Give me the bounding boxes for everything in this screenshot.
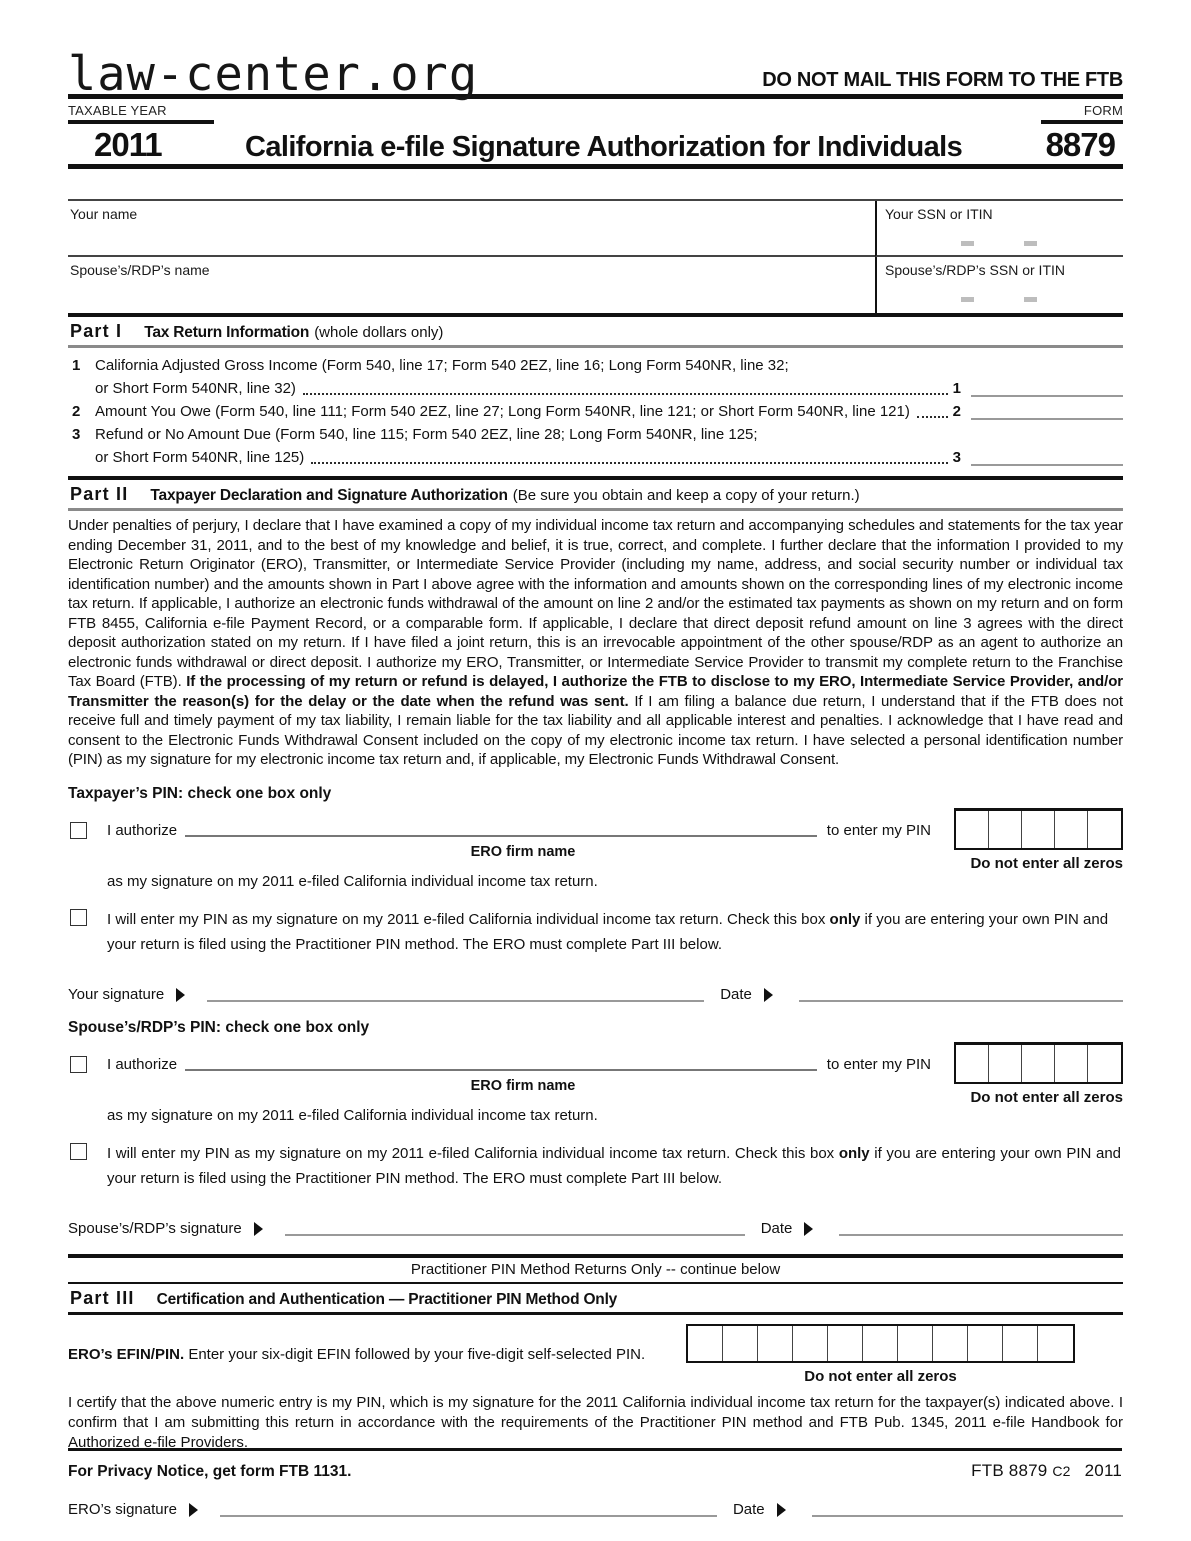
- line-item-text: Amount You Owe (Form 540, line 111; Form 540 2EZ, line 27; Long Form 540NR, line 121; or Short Form 540NR, line 121): [95, 403, 910, 420]
- identification-table: [68, 199, 1123, 317]
- to-enter-pin-label: to enter my PIN: [826, 821, 931, 839]
- taxpayer-own-pin-option: [68, 907, 1123, 957]
- taxable-year-label-block: [68, 102, 214, 124]
- line-item-1: [68, 354, 1123, 400]
- part2-underline: [68, 508, 1123, 511]
- ssn-dash: [961, 241, 974, 246]
- part3-label: Part III: [70, 1287, 135, 1308]
- part1-header: [68, 317, 1123, 345]
- pin-digit-cell[interactable]: [1088, 1045, 1121, 1082]
- your-signature-label: Your signature: [68, 985, 165, 1003]
- pin-digit-cell[interactable]: [898, 1326, 933, 1361]
- pin-digit-cell[interactable]: [989, 811, 1022, 848]
- line2-amount-field[interactable]: [971, 400, 1123, 420]
- part1-subtitle: (whole dollars only): [314, 324, 444, 341]
- option-text-bold: only: [838, 1144, 870, 1162]
- ero-signature-date-field[interactable]: [812, 1515, 1123, 1517]
- spouse-signature-label: Spouse’s/RDP’s signature: [68, 1219, 242, 1237]
- part2-subtitle: (Be sure you obtain and keep a copy of your return.): [512, 487, 860, 504]
- part2-header: [68, 480, 1123, 508]
- part1-label: Part I: [70, 321, 123, 341]
- option-text-cont: if you are entering your own PIN and your return is filed using the Practitioner PIN method. The ERO must complete Part III below.: [107, 1144, 1122, 1187]
- your-ssn-label: Your SSN or ITIN: [885, 206, 993, 222]
- part1-underline: [68, 345, 1123, 348]
- line-item-ref: 3: [952, 449, 961, 466]
- signature-arrow-icon: [189, 1503, 198, 1517]
- pin-digit-cell[interactable]: [1022, 811, 1055, 848]
- pin-digit-cell[interactable]: [968, 1326, 1003, 1361]
- pin-digit-cell[interactable]: [956, 811, 989, 848]
- title-row: [68, 124, 1123, 164]
- practitioner-band-note: Practitioner PIN Method Returns Only -- continue below: [410, 1260, 781, 1278]
- line-item-number: 2: [72, 403, 81, 420]
- pin-digit-cell[interactable]: [1088, 811, 1121, 848]
- pin-digit-cell[interactable]: [1055, 811, 1088, 848]
- efin-instruction-text: Enter your six-digit EFIN followed by your five-digit self-selected PIN.: [188, 1345, 646, 1363]
- ssn-dash: [1024, 241, 1037, 246]
- taxpayer-signature-row: [68, 980, 1123, 1004]
- no-zeros-caption: Do not enter all zeros: [804, 1367, 957, 1385]
- dot-leader: [303, 377, 948, 395]
- own-pin-option-text: [107, 907, 1123, 957]
- line-item-ref: 1: [952, 380, 961, 397]
- line1-amount-field[interactable]: [971, 377, 1123, 397]
- ero-efin-pin-boxes: [686, 1324, 1075, 1363]
- efin-section: [68, 1324, 1123, 1385]
- part1-items: [68, 354, 1123, 469]
- ero-firm-name-caption: ERO firm name: [470, 843, 576, 860]
- taxpayer-authorize-section: [68, 814, 1123, 890]
- pin-digit-cell[interactable]: [793, 1326, 828, 1361]
- spouse-pin-heading: Spouse’s/RDP’s PIN: check one box only: [68, 1018, 370, 1036]
- spouse-own-pin-checkbox[interactable]: [70, 1143, 87, 1160]
- pin-digit-cell[interactable]: [723, 1326, 758, 1361]
- title-divider: [68, 164, 1123, 169]
- spouse-ssn-field[interactable]: [875, 257, 1123, 313]
- spouse-ssn-label: Spouse’s/RDP’s SSN or ITIN: [885, 262, 1065, 278]
- spouse-pin-boxes: [954, 1042, 1123, 1084]
- pin-digit-cell[interactable]: [933, 1326, 968, 1361]
- your-signature-date-field[interactable]: [799, 1000, 1123, 1002]
- spouse-name-field[interactable]: [68, 257, 875, 313]
- ssn-dash: [961, 297, 974, 302]
- no-zeros-caption: Do not enter all zeros: [970, 1088, 1123, 1106]
- date-arrow-icon: [764, 988, 773, 1002]
- pin-digit-cell[interactable]: [1022, 1045, 1055, 1082]
- spouse-ero-firm-name-field[interactable]: [185, 1069, 817, 1071]
- date-arrow-icon: [777, 1503, 786, 1517]
- pin-digit-cell[interactable]: [1038, 1326, 1073, 1361]
- signature-arrow-icon: [254, 1222, 263, 1236]
- spouse-signature-field[interactable]: [285, 1234, 745, 1236]
- page-title: California e-file Signature Authorization for Individuals: [245, 131, 963, 163]
- your-signature-field[interactable]: [207, 1000, 704, 1002]
- line-item-text-cont: or Short Form 540NR, line 32): [95, 380, 296, 397]
- option-text: I will enter my PIN as my signature on my 2011 e-filed California individual income tax return. Check this box: [107, 910, 830, 928]
- form-label-block: [1041, 102, 1123, 124]
- authorize-label: I authorize: [107, 821, 178, 839]
- option-text-cont: if you are entering your own PIN and your return is filed using the Practitioner PIN method. The ERO must complete Part III below.: [107, 910, 1109, 953]
- declaration-bold-text: If the processing of my return or refund is delayed, I authorize the FTB to disclose to my ERO, Intermediate Service Provider, and/or Transmitter the reason(s) for the delay or the date when the refund was sent.: [68, 673, 1123, 710]
- your-ssn-field[interactable]: [875, 201, 1123, 257]
- taxable-year-value: 2011: [94, 126, 162, 163]
- form-number: 8879: [1045, 126, 1115, 163]
- part3-title: Certification and Authentication — Practitioner PIN Method Only: [156, 1290, 618, 1308]
- ero-firm-name-caption: ERO firm name: [470, 1077, 576, 1094]
- spouse-authorize-checkbox[interactable]: [70, 1056, 87, 1073]
- declaration-text-cont: If I am filing a balance due return, I understand that if the FTB does not receive full and timely payment of my tax liability, I remain liable for the tax liability and all applicable interest and penalties. I acknowledge that I have read and consent to the Electronic Funds Withdrawal Consent included on the copy of my electronic income tax return. I have selected a personal identification number (PIN) as my signature for my electronic income tax return and, if applicable, my Electronic Funds Withdrawal Consent.: [68, 692, 1123, 768]
- pin-digit-cell[interactable]: [989, 1045, 1022, 1082]
- pin-digit-cell[interactable]: [956, 1045, 989, 1082]
- certification-text: I certify that the above numeric entry is my PIN, which is my signature for the 2011 California individual income tax return for the taxpayer(s) indicated above. I confirm that I am submitting this return in accordance with the requirements of the Practitioner PIN method and FTB Pub. 1345, 2011 e-file Handbook for Authorized e-file Providers.: [68, 1393, 1123, 1451]
- line-item-ref: 2: [952, 403, 961, 420]
- form-code-year: 2011: [1084, 1461, 1122, 1480]
- privacy-notice: For Privacy Notice, get form FTB 1131.: [68, 1463, 352, 1480]
- dot-leader: [917, 400, 948, 418]
- as-signature-text: as my signature on my 2011 e-filed California individual income tax return.: [107, 872, 598, 890]
- to-enter-pin-label: to enter my PIN: [826, 1055, 931, 1073]
- date-label: Date: [760, 1219, 793, 1237]
- authorize-label: I authorize: [107, 1055, 178, 1073]
- ero-signature-label: ERO’s signature: [68, 1500, 177, 1518]
- ero-signature-field[interactable]: [220, 1515, 717, 1517]
- form-label: FORM: [1083, 103, 1123, 118]
- ero-signature-row: [68, 1495, 1123, 1519]
- date-arrow-icon: [804, 1222, 813, 1236]
- line-item-number: 1: [72, 357, 81, 374]
- part3-header: [68, 1284, 1123, 1312]
- part2-title: Taxpayer Declaration and Signature Authorization: [150, 487, 508, 504]
- spouse-own-pin-option: [68, 1141, 1123, 1191]
- option-text-bold: only: [829, 910, 861, 928]
- line-item-number: 3: [72, 426, 81, 443]
- efin-instruction: [68, 1346, 658, 1363]
- date-label: Date: [732, 1500, 765, 1518]
- pin-digit-cell[interactable]: [863, 1326, 898, 1361]
- pin-digit-cell[interactable]: [1055, 1045, 1088, 1082]
- spouse-signature-date-field[interactable]: [839, 1234, 1123, 1236]
- form-meta-row: [68, 99, 1123, 124]
- as-signature-text: as my signature on my 2011 e-filed California individual income tax return.: [107, 1106, 598, 1124]
- taxpayer-pin-heading: Taxpayer’s PIN: check one box only: [68, 784, 332, 802]
- form-code-suffix: C2: [1052, 1463, 1071, 1479]
- form-code: [971, 1461, 1122, 1481]
- your-name-label: Your name: [70, 206, 138, 222]
- line-item-2: [68, 400, 1123, 423]
- dot-leader: [311, 446, 947, 464]
- date-label: Date: [720, 985, 752, 1003]
- line-item-text: California Adjusted Gross Income (Form 540, line 17; Form 540 2EZ, line 16; Long Form 540NR, line 32;: [95, 357, 789, 374]
- line3-amount-field[interactable]: [971, 446, 1123, 466]
- own-pin-option-text: [107, 1141, 1123, 1191]
- declaration-paragraph: [68, 516, 1123, 770]
- part1-title: Tax Return Information: [144, 324, 310, 341]
- pin-digit-cell[interactable]: [828, 1326, 863, 1361]
- spouse-signature-row: [68, 1214, 1123, 1238]
- ssn-separators: [961, 241, 1123, 246]
- taxable-year-label: TAXABLE YEAR: [68, 103, 167, 118]
- header: [68, 36, 1123, 102]
- part3-underline: [68, 1312, 1123, 1315]
- taxpayer-ero-firm-name-field[interactable]: [185, 835, 817, 837]
- spouse-name-label: Spouse’s/RDP’s name: [70, 262, 210, 278]
- taxpayer-authorize-checkbox[interactable]: [70, 822, 87, 839]
- option-text: I will enter my PIN as my signature on my 2011 e-filed California individual income tax return. Check this box: [107, 1144, 839, 1162]
- spouse-authorize-section: [68, 1048, 1123, 1124]
- taxpayer-own-pin-checkbox[interactable]: [70, 909, 87, 926]
- no-zeros-caption: Do not enter all zeros: [970, 854, 1123, 872]
- part2-label: Part II: [70, 484, 129, 504]
- pin-digit-cell[interactable]: [1003, 1326, 1038, 1361]
- pin-digit-cell[interactable]: [758, 1326, 793, 1361]
- do-not-mail-notice: DO NOT MAIL THIS FORM TO THE FTB: [762, 69, 1123, 91]
- efin-label: ERO’s EFIN/PIN.: [68, 1345, 185, 1363]
- signature-arrow-icon: [176, 988, 185, 1002]
- ssn-dash: [1024, 297, 1037, 302]
- line-item-text-cont: or Short Form 540NR, line 125): [95, 449, 305, 466]
- form-code-main: FTB 8879: [971, 1461, 1048, 1480]
- site-logo: law-center.org: [68, 47, 479, 102]
- line-item-3: [68, 423, 1123, 469]
- declaration-text: Under penalties of perjury, I declare that I have examined a copy of my individual income tax return and accompanying schedules and statements for the tax year ending December 31, 2011, and to the best of my knowledge and belief, it is true, correct, and complete. I further declare that the information I provided to my Electronic Return Originator (ERO), Transmitter, or Intermediate Service Provider (including my name, address, and social security number or individual tax identification number) and the amounts shown in Part I above agree with the information and amounts shown on the corresponding lines of my electronic income tax return. If applicable, I authorize an electronic funds withdrawal of the amount on line 2 and/or the estimated tax payments as shown on my return and on form FTB 8455, California e-file Payment Record, or a comparable form. If applicable, I declare that direct deposit refund amount on line 3 agrees with the direct deposit authorization stated on my return. If I have filed a joint return, this is an irrevocable appointment of the other spouse/RDP as an agent to authorize an electronic funds withdrawal or direct deposit. I authorize my ERO, Transmitter, or Intermediate Service Provider to transmit my complete return to the Franchise Tax Board (FTB).: [68, 517, 1123, 690]
- your-name-field[interactable]: [68, 201, 875, 257]
- footer: [68, 1448, 1122, 1481]
- taxpayer-pin-boxes: [954, 808, 1123, 850]
- pin-digit-cell[interactable]: [688, 1326, 723, 1361]
- line-item-text: Refund or No Amount Due (Form 540, line 115; Form 540 2EZ, line 28; Long Form 540NR, line 125;: [95, 426, 758, 443]
- ssn-separators: [961, 297, 1123, 302]
